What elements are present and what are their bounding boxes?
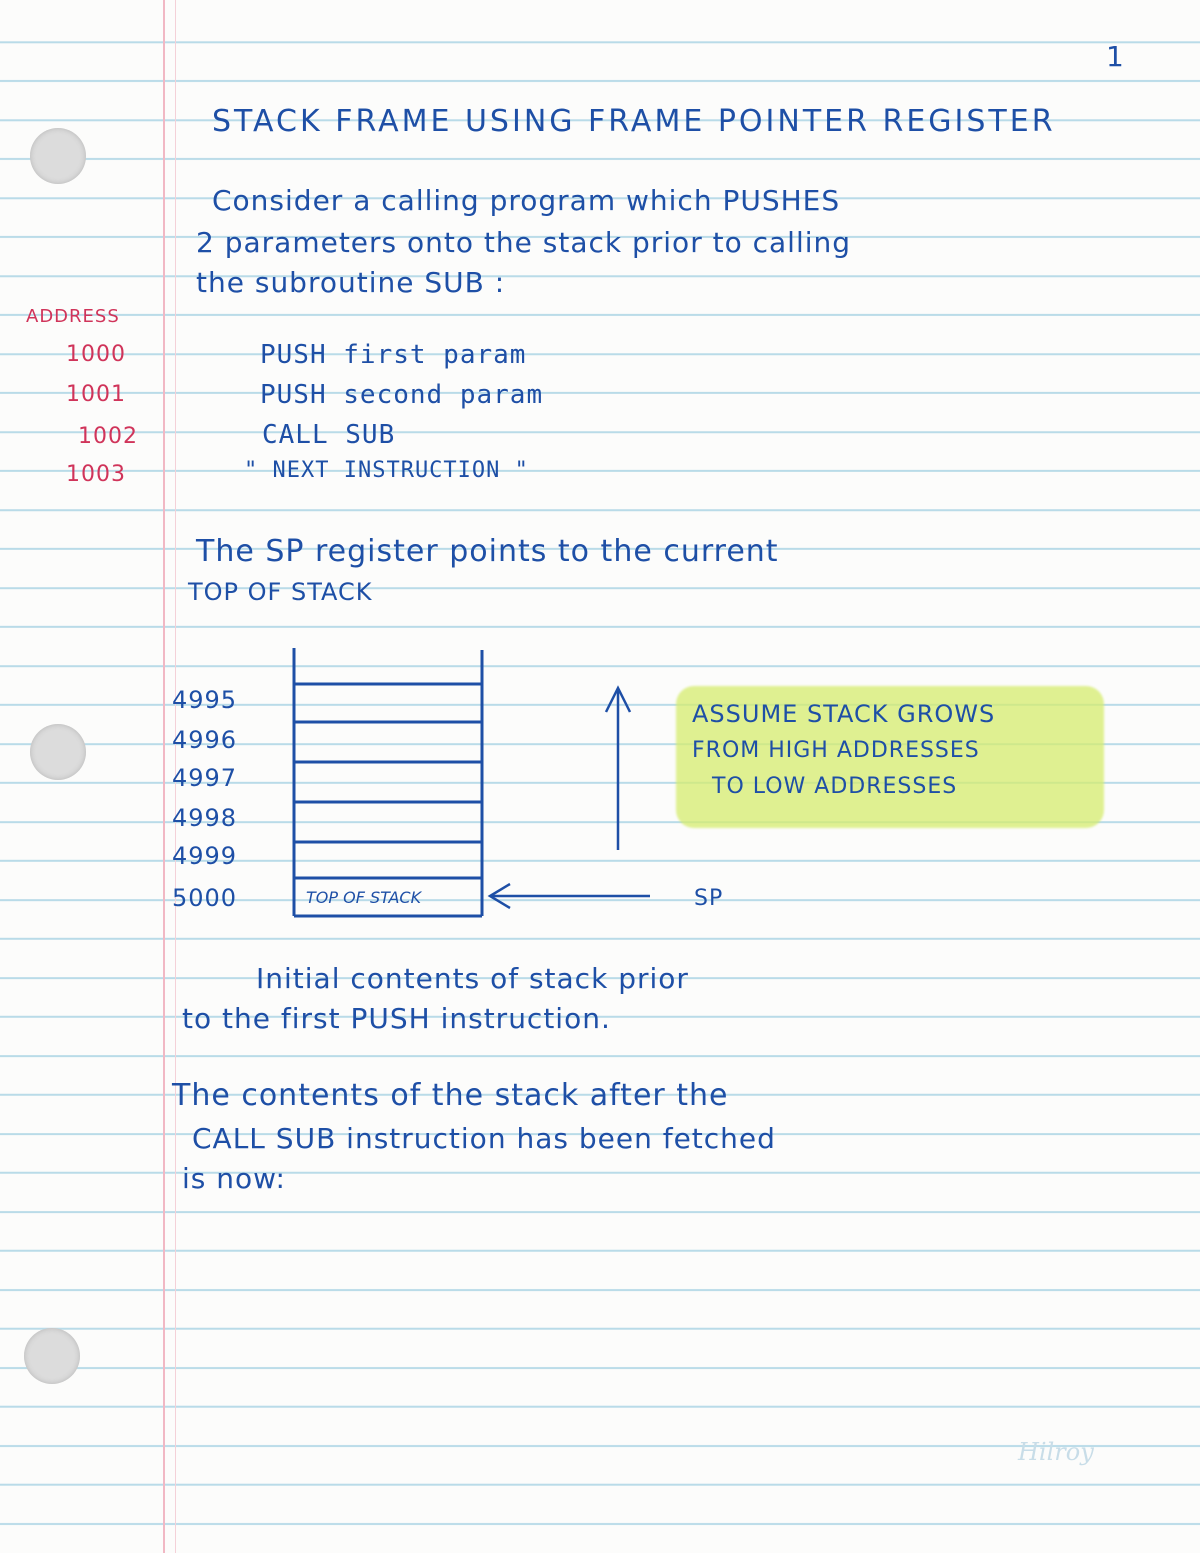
stack-address-4999: 4999 (172, 842, 238, 870)
address-1003: 1003 (66, 462, 126, 487)
assumption-line-3: TO LOW ADDRESSES (712, 774, 958, 799)
stack-address-4996: 4996 (172, 726, 238, 754)
address-1002: 1002 (78, 424, 138, 449)
sp-note-line-2: TOP OF STACK (188, 578, 373, 606)
assumption-line-2: FROM HIGH ADDRESSES (692, 738, 980, 763)
intro-line-1: Consider a calling program which PUSHES (212, 184, 841, 217)
stack-address-4997: 4997 (172, 764, 238, 792)
after-call-line-1: The contents of the stack after the (172, 1078, 729, 1113)
sp-note-line-1: The SP register points to the current (196, 534, 779, 569)
stack-address-4998: 4998 (172, 804, 238, 832)
code-line-4: " NEXT INSTRUCTION " (244, 458, 529, 483)
after-call-line-3: is now: (182, 1162, 286, 1195)
intro-line-3: the subroutine SUB : (196, 266, 506, 299)
code-line-3: CALL SUB (262, 420, 396, 450)
brand-watermark: Hilroy (1018, 1438, 1094, 1466)
code-line-1: PUSH first param (260, 340, 527, 370)
stack-address-4995: 4995 (172, 686, 238, 714)
code-line-2: PUSH second param (260, 380, 544, 410)
stack-address-5000: 5000 (172, 884, 238, 912)
after-call-line-2: CALL SUB instruction has been fetched (192, 1122, 776, 1155)
assumption-line-1: ASSUME STACK GROWS (692, 700, 996, 728)
sp-label: SP (694, 886, 724, 911)
page-title: STACK FRAME USING FRAME POINTER REGISTER (212, 104, 1056, 139)
address-1001: 1001 (66, 382, 126, 407)
caption-line-1: Initial contents of stack prior (256, 962, 689, 995)
intro-line-2: 2 parameters onto the stack prior to calling (196, 226, 852, 259)
top-of-stack-label: TOP OF STACK (306, 888, 422, 907)
address-header: ADDRESS (26, 306, 120, 327)
caption-line-2: to the first PUSH instruction. (182, 1002, 611, 1035)
page-number: 1 (1106, 40, 1125, 73)
address-1000: 1000 (66, 342, 126, 367)
